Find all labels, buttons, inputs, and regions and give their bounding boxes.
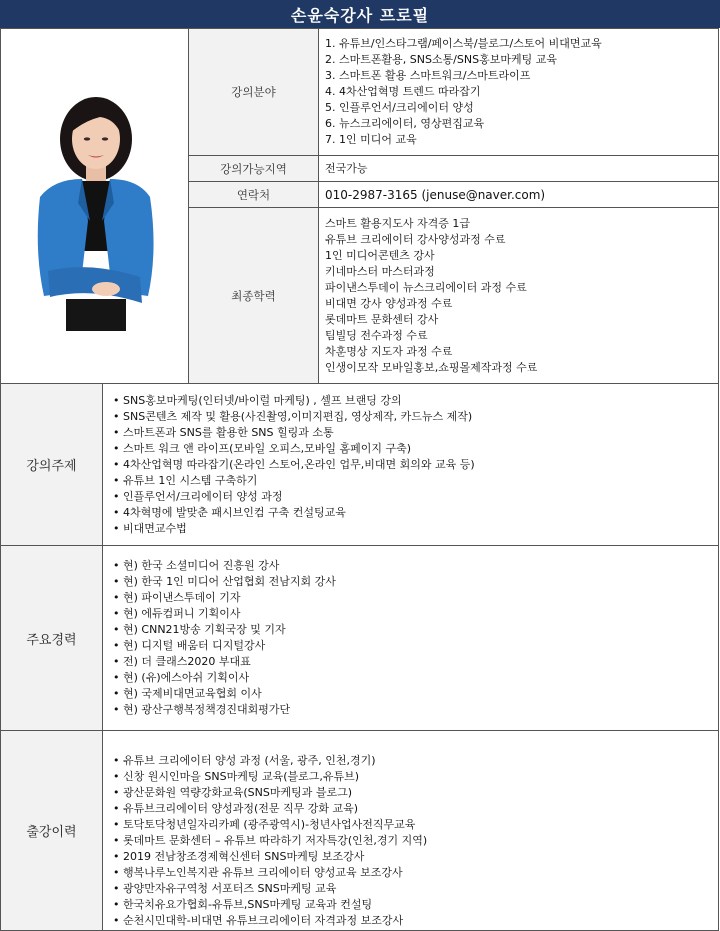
- education-item: 스마트 활용지도사 자격증 1급: [325, 216, 470, 230]
- lecture-item: • 토닥토닥청년일자리카페 (광주광역시)-청년사업사전직무교육: [113, 817, 718, 833]
- lecture-item: • 행복나루노인복지관 유튜브 크리에이터 양성교육 보조강사: [113, 865, 718, 881]
- career-item: • 현) 디지털 배움터 디지털강사: [113, 638, 718, 654]
- topic-item: • 스마트폰과 SNS를 활용한 SNS 힐링과 소통: [113, 425, 718, 441]
- career-item: • 현) 국제비대면교육협회 이사: [113, 686, 718, 702]
- portrait-image: [30, 81, 160, 331]
- lecture-item: • 광산문화원 역량강화교육(SNS마케팅과 블로그): [113, 785, 718, 801]
- label-education: 최종학력: [189, 208, 319, 384]
- label-contact: 연락처: [189, 182, 319, 208]
- career-item: • 현) 광산구행복정책경진대회평가단: [113, 702, 718, 718]
- field-item: 4. 4차산업혁명 트렌드 따라잡기: [325, 85, 481, 98]
- career-list: [103, 546, 719, 731]
- career-item: • 현) 한국 1인 미디어 산업협회 전남지회 강사: [113, 574, 718, 590]
- lecture-item: • 광양만자유구역청 서포터즈 SNS마케팅 교육: [113, 881, 718, 897]
- career-item: • 현) 한국 소셜미디어 진흥원 강사: [113, 558, 718, 574]
- education-item: 유튜브 크리에이터 강사양성과정 수료: [325, 232, 506, 246]
- fields-list: [319, 29, 719, 156]
- field-item: 7. 1인 미디어 교육: [325, 133, 417, 146]
- label-region: 강의가능지역: [189, 156, 319, 182]
- lecture-item: • 유튜브 크리에이터 양성 과정 (서울, 광주, 인천,경기): [113, 753, 718, 769]
- contact-value: 010-2987-3165 (jenuse@naver.com): [319, 182, 719, 208]
- profile-photo: [1, 29, 189, 384]
- education-item: 팀빌딩 전수과정 수료: [325, 328, 428, 342]
- page-title: 손윤숙강사 프로필: [0, 0, 720, 28]
- profile-table: [0, 28, 719, 931]
- career-item: • 현) 에듀컴퍼니 기획이사: [113, 606, 718, 622]
- lecture-item: • 유튜브크리에이터 양성과정(전문 직무 강화 교육): [113, 801, 718, 817]
- field-item: 1. 유튜브/인스타그램/페이스북/블로그/스토어 비대면교육: [325, 37, 602, 50]
- education-item: 인생이모작 모바일홍보,쇼핑몰제작과정 수료: [325, 360, 538, 374]
- label-lectures: 출강이력: [1, 731, 103, 931]
- career-item: • 전) 더 클래스2020 부대표: [113, 654, 718, 670]
- field-item: 5. 인플루언서/크리에이터 양성: [325, 101, 474, 114]
- label-topics: 강의주제: [1, 384, 103, 546]
- career-item: • 현) CNN21방송 기획국장 및 기자: [113, 622, 718, 638]
- lecture-item: • 신창 원시인마을 SNS마케팅 교육(블로그,유튜브): [113, 769, 718, 785]
- topic-item: • 4차산업혁명 따라잡기(온라인 스토어,온라인 업무,비대면 회의와 교육 등): [113, 457, 718, 473]
- topic-item: • SNS콘텐츠 제작 및 활용(사진촬영,이미지편집, 영상제작, 카드뉴스 제작): [113, 409, 718, 425]
- topics-list: [103, 384, 719, 546]
- career-item: • 현) (유)에스아쉬 기획이사: [113, 670, 718, 686]
- education-item: 비대면 강사 양성과정 수료: [325, 296, 453, 310]
- education-item: 키네마스터 마스터과정: [325, 264, 435, 278]
- career-item: • 현) 파이낸스투데이 기자: [113, 590, 718, 606]
- field-item: 2. 스마트폰활용, SNS소통/SNS홍보마케팅 교육: [325, 53, 557, 66]
- lectures-list: [103, 731, 719, 931]
- field-item: 6. 뉴스크리에이터, 영상편집교육: [325, 117, 485, 130]
- education-item: 롯데마트 문화센터 강사: [325, 312, 439, 326]
- topic-item: • SNS홍보마케팅(인터넷/바이럴 마케팅) , 셀프 브랜딩 강의: [113, 393, 718, 409]
- region-value: 전국가능: [319, 156, 719, 182]
- lecture-item: • 2019 전남창조경제혁신센터 SNS마케팅 보조강사: [113, 849, 718, 865]
- education-item: 차훈명상 지도자 과정 수료: [325, 344, 453, 358]
- topic-item: • 인플루언서/크리에이터 양성 과정: [113, 489, 718, 505]
- education-list: [319, 208, 719, 384]
- education-item: 파이낸스투데이 뉴스크리에이터 과정 수료: [325, 280, 527, 294]
- label-fields: 강의분야: [189, 29, 319, 156]
- topic-item: • 유튜브 1인 시스템 구축하기: [113, 473, 718, 489]
- lecture-item: • 한국치유요가협회-유튜브,SNS마케팅 교육과 컨설팅: [113, 897, 718, 913]
- education-item: 1인 미디어콘텐츠 강사: [325, 248, 435, 262]
- lecture-item: • 롯데마트 문화센터 – 유튜브 따라하기 저자특강(인천,경기 지역): [113, 833, 718, 849]
- topic-item: • 스마트 워크 앤 라이프(모바일 오피스,모바일 홈페이지 구축): [113, 441, 718, 457]
- lecture-item: • 순천시민대학-비대면 유튜브크리에이터 자격과정 보조강사: [113, 913, 718, 929]
- topic-item: • 4차혁명에 발맞춘 패시브인컴 구축 컨설팅교육: [113, 505, 718, 521]
- label-career: 주요경력: [1, 546, 103, 731]
- field-item: 3. 스마트폰 활용 스마트워크/스마트라이프: [325, 69, 531, 82]
- topic-item: • 비대면교수법: [113, 521, 718, 537]
